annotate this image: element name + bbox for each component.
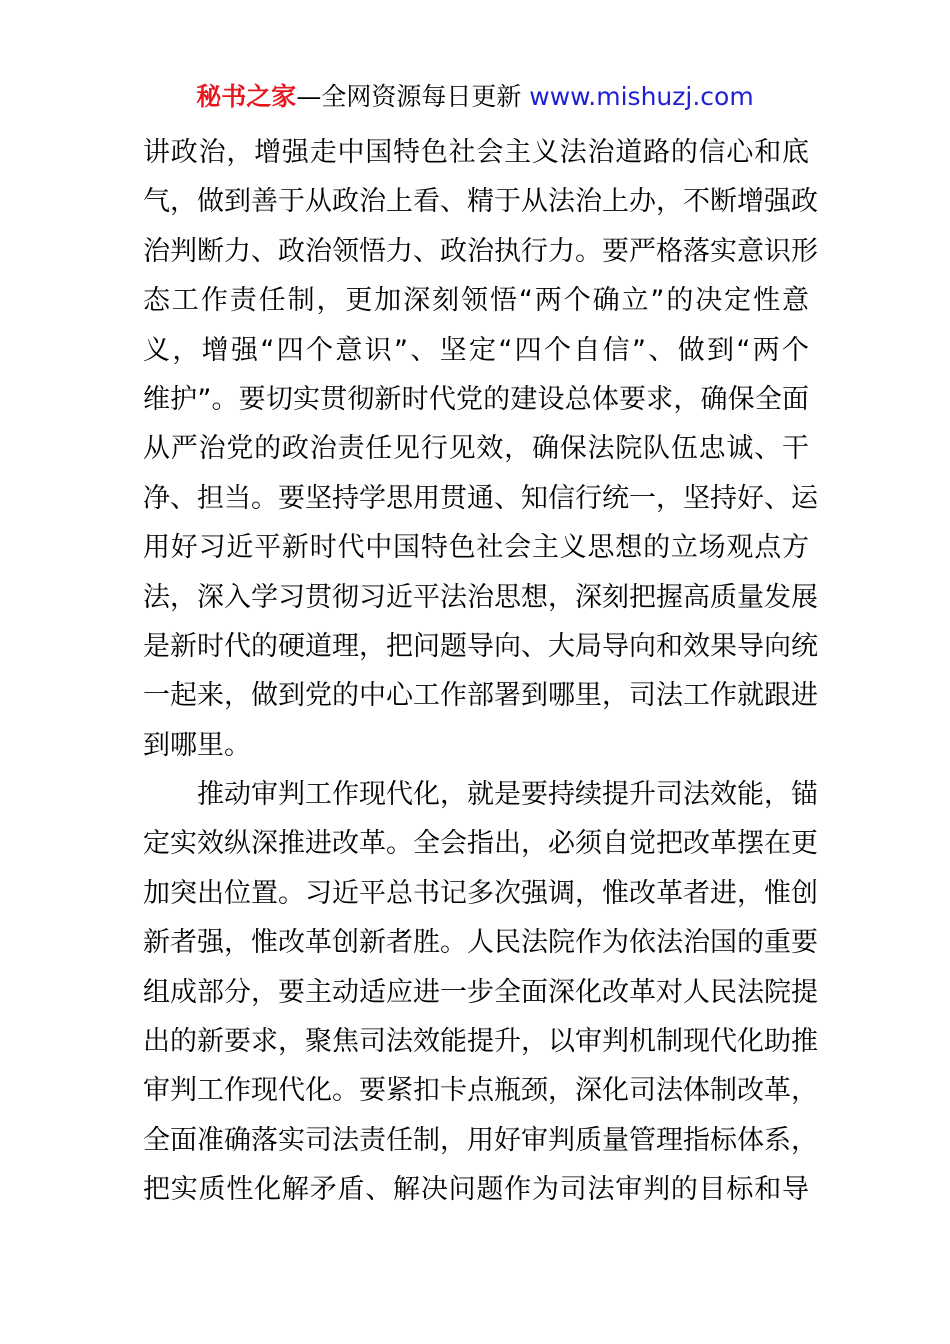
text-line: 从严治党的政治责任见行见效，确保法院队伍忠诚、干 (143, 433, 809, 465)
text-line: 一起来，做到党的中心工作部署到哪里，司法工作就跟进 (143, 680, 818, 712)
site-url[interactable]: www.mishuzj.com (529, 82, 754, 111)
text-line: 加突出位置。习近平总书记多次强调，惟改革者进，惟创 (143, 877, 818, 909)
text-line: 用好习近平新时代中国特色社会主义思想的立场观点方 (143, 532, 809, 564)
text-line: 气，做到善于从政治上看、精于从法治上办，不断增强政 (143, 186, 818, 218)
text-line: 法，深入学习贯彻习近平法治思想，深刻把握高质量发展 (143, 581, 818, 613)
text-line: 到哪里。 (143, 729, 251, 761)
text-line: 维护”。要切实贯彻新时代党的建设总体要求，确保全面 (143, 383, 809, 415)
text-line: 态工作责任制，更加深刻领悟“两个确立”的决定性意 (143, 285, 809, 317)
paragraph-1 (143, 128, 818, 770)
text-line: 治判断力、政治领悟力、政治执行力。要严格落实意识形 (143, 235, 818, 267)
text-line: 组成部分，要主动适应进一步全面深化改革对人民法院提 (143, 976, 818, 1008)
text-line: 义，增强“四个意识”、坚定“四个自信”、做到“两个 (143, 334, 809, 366)
brand-name: 秘书之家 (196, 82, 297, 111)
text-line: 审判工作现代化。要紧扣卡点瓶颈，深化司法体制改革， (143, 1075, 818, 1107)
text-line: 定实效纵深推进改革。全会指出，必须自觉把改革摆在更 (143, 828, 818, 860)
text-line: 讲政治，增强走中国特色社会主义法治道路的信心和底 (143, 137, 809, 168)
text-line: 是新时代的硬道理，把问题导向、大局导向和效果导向统 (143, 630, 818, 662)
text-line: 推动审判工作现代化，就是要持续提升司法效能，锚 (197, 779, 818, 811)
paragraph-2 (143, 770, 818, 1215)
text-line: 把实质性化解矛盾、解决问题作为司法审判的目标和导 (143, 1174, 809, 1206)
site-header (0, 80, 950, 114)
document-body (143, 128, 818, 1215)
text-line: 净、担当。要坚持学思用贯通、知信行统一，坚持好、运 (143, 482, 818, 514)
text-line: 出的新要求，聚焦司法效能提升，以审判机制现代化助推 (143, 1026, 818, 1058)
header-tagline: —全网资源每日更新 (296, 82, 530, 111)
text-line: 新者强，惟改革创新者胜。人民法院作为依法治国的重要 (143, 927, 818, 959)
text-line: 全面准确落实司法责任制，用好审判质量管理指标体系， (143, 1124, 818, 1156)
